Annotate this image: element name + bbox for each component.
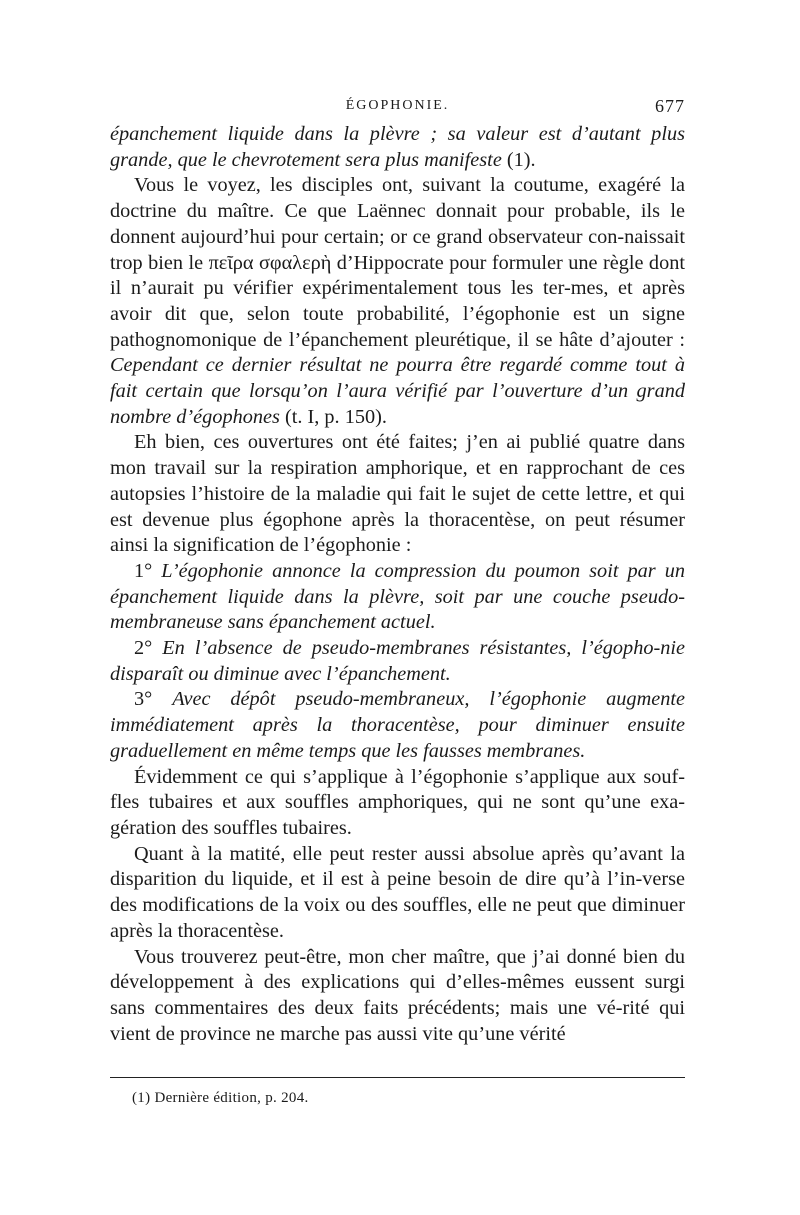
- paragraph: [110, 173, 685, 430]
- text-italic: épanchement liquide dans la plèvre ; sa valeur est d’autant plus grande, que le chevrotement sera plus manifeste: [110, 123, 685, 171]
- item-number: 1°: [134, 559, 162, 582]
- text-italic: En l’absence de pseudo-membranes résistantes, l’égopho-nie disparaît ou diminue avec l’épanchement.: [110, 637, 686, 685]
- footnote: (1) Dernière édition, p. 204.: [132, 1090, 309, 1107]
- text-roman: Quant à la matité, elle peut rester aussi absolue après qu’avant la disparition du liquide, et il est à peine besoin de dire qu’à l’in-verse des modifications de la voix ou des souffles, elle ne peut que diminuer après la thoracentèse.: [110, 842, 685, 942]
- text-italic: Avec dépôt pseudo-membraneux, l’égophonie augmente immédiatement après la thoracentèse, pour diminuer ensuite graduellement en même temps que les fausses membranes.: [110, 688, 685, 762]
- paragraph: [110, 945, 685, 1048]
- item-number: 3°: [134, 688, 173, 711]
- text-roman: Eh bien, ces ouvertures ont été faites; j’en ai publié quatre dans mon travail sur la respiration amphorique, et en rapprochant de ces autopsies l’histoire de la maladie qui fait le sujet de cette lettre, et qui est devenue plus égophone après la thoracentèse, on peut résumer ainsi la signification de l’égophonie :: [110, 431, 685, 557]
- item-number: 2°: [134, 637, 163, 660]
- running-title: ÉGOPHONIE.: [345, 98, 450, 113]
- paragraph-continued: [110, 122, 685, 173]
- running-head: [110, 92, 685, 122]
- numbered-conclusion-1: [110, 559, 685, 636]
- text-roman: Vous le voyez, les disciples ont, suivant la coutume, exagéré la doctrine du maître. Ce que Laënnec donnait pour probable, ils le donnent aujourd’hui pour certain; or ce grand observateur con-naissait trop bien le πεῖρα σφαλερὴ d’Hippocrate pour formuler une règle dont il n’aurait pu vérifier expérimentalement tous les ter-mes, et après avoir dit que, selon toute probabilité, l’égophonie est un signe pathognomonique de l’épanchement pleurétique, il se hâte d’ajouter :: [110, 174, 685, 351]
- numbered-conclusion-3: [110, 687, 685, 764]
- paragraph: [110, 765, 685, 842]
- book-page: [110, 92, 685, 1107]
- text-roman: Évidemment ce qui s’applique à l’égophonie s’applique aux souf-fles tubaires et aux souffles amphoriques, qui ne sont qu’une exa-gération des souffles tubaires.: [110, 765, 685, 839]
- page-number: 677: [655, 96, 685, 116]
- numbered-conclusion-2: [110, 636, 685, 687]
- text-italic: Cependant ce dernier résultat ne pourra être regardé comme tout à fait certain que lorsqu’on l’aura vérifié par l’ouverture d’un grand nombre d’égophones: [110, 354, 685, 428]
- text-roman: (t. I, p. 150).: [279, 405, 387, 428]
- footnote-rule: [110, 1077, 685, 1078]
- text-italic: L’égophonie annonce la compression du poumon soit par un épanchement liquide dans la plèvre, soit par une couche pseudo-membraneuse sans épanchement actuel.: [110, 559, 686, 634]
- text-roman: Vous trouverez peut-être, mon cher maître, que j’ai donné bien du développement à des explications qui d’elles-mêmes eussent surgi sans commentaires des deux faits précédents; mais une vé-rité qui vient de province ne marche pas aussi vite qu’une vérité: [110, 945, 685, 1045]
- paragraph: [110, 430, 685, 559]
- body-text: [110, 122, 685, 1047]
- paragraph: [110, 842, 685, 945]
- text-roman: (1).: [501, 148, 536, 171]
